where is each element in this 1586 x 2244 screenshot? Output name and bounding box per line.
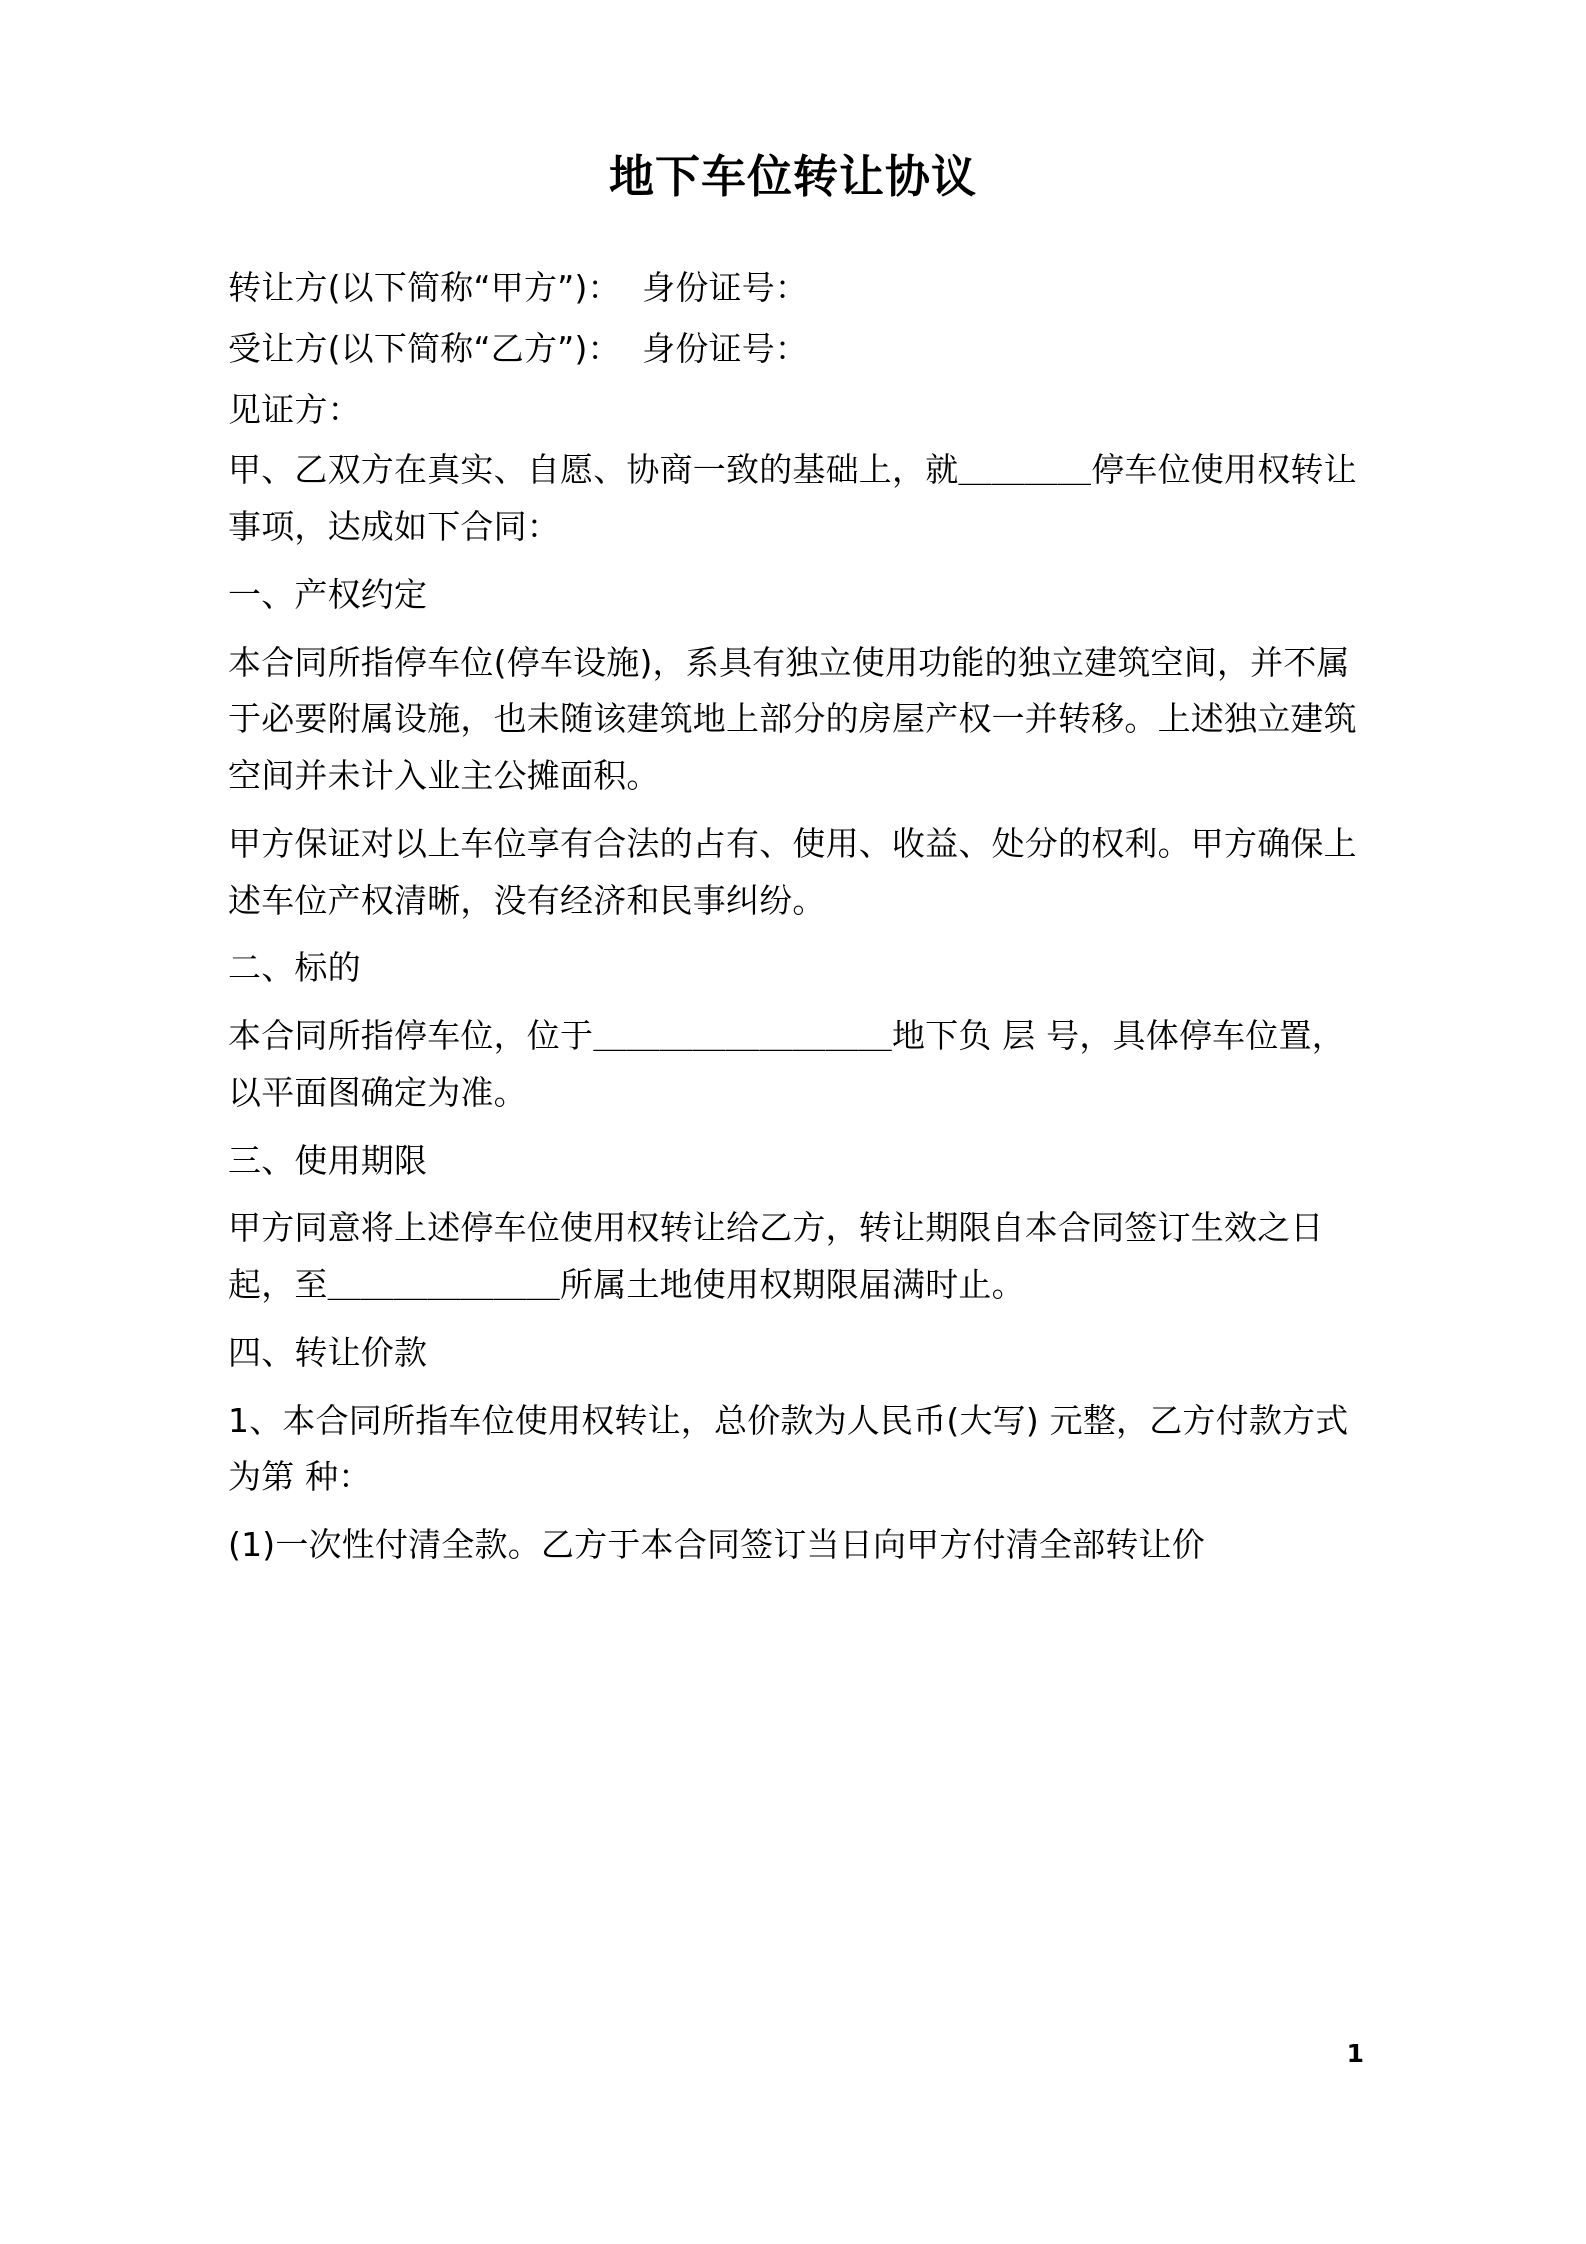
heading-clause-3: 三、使用期限 xyxy=(228,1140,428,1180)
paragraph-clause-1-body-a: 本合同所指停车位(停车设施)，系具有独立使用功能的独立建筑空间，并不属于必要附属设施，也未随该建筑地上部分的房屋产权一并转移。上述独立建筑空间并未计入业主公摊面积。 xyxy=(228,642,1357,795)
heading-clause-4: 四、转让价款 xyxy=(228,1332,428,1372)
document-body xyxy=(228,150,1358,1585)
paragraph-witness-line: 见证方： xyxy=(228,389,361,429)
paragraph-clause-2-body: 本合同所指停车位，位于＿＿＿＿＿＿＿＿＿地下负 层 号，具体停车位置，以平面图确定为准。 xyxy=(228,1016,1345,1112)
paragraph-clause-4-item-1: 1、本合同所指车位使用权转让，总价款为人民币(大写) 元整，乙方付款方式为第 种： xyxy=(228,1400,1349,1497)
paragraph-clause-1-body-b: 甲方保证对以上车位享有合法的占有、使用、收益、处分的权利。甲方确保上述车位产权清晰，没有经济和民事纠纷。 xyxy=(228,823,1357,920)
paragraph-clause-4-item-1-option-1: (1)一次性付清全款。乙方于本合同签订当日向甲方付清全部转让价 xyxy=(228,1525,1205,1564)
page-title: 地下车位转让协议 xyxy=(608,150,977,203)
paragraph-clause-3-body: 甲方同意将上述停车位使用权转让给乙方，转让期限自本合同签订生效之日起，至＿＿＿＿＿＿＿所属土地使用权期限届满时止。 xyxy=(228,1208,1324,1304)
heading-clause-2: 二、标的 xyxy=(228,948,361,988)
paragraph-transferee-line: 受让方(以下简称“乙方”)： 身份证号： xyxy=(228,328,809,368)
paragraph-preamble: 甲、乙双方在真实、自愿、协商一致的基础上，就＿＿＿＿停车位使用权转让事项，达成如下合同： xyxy=(228,450,1357,546)
paragraph-transferor-line: 转让方(以下简称“甲方”)： 身份证号： xyxy=(228,268,809,307)
page-number: 1 xyxy=(1346,2039,1364,2068)
heading-clause-1: 一、产权约定 xyxy=(228,574,428,614)
